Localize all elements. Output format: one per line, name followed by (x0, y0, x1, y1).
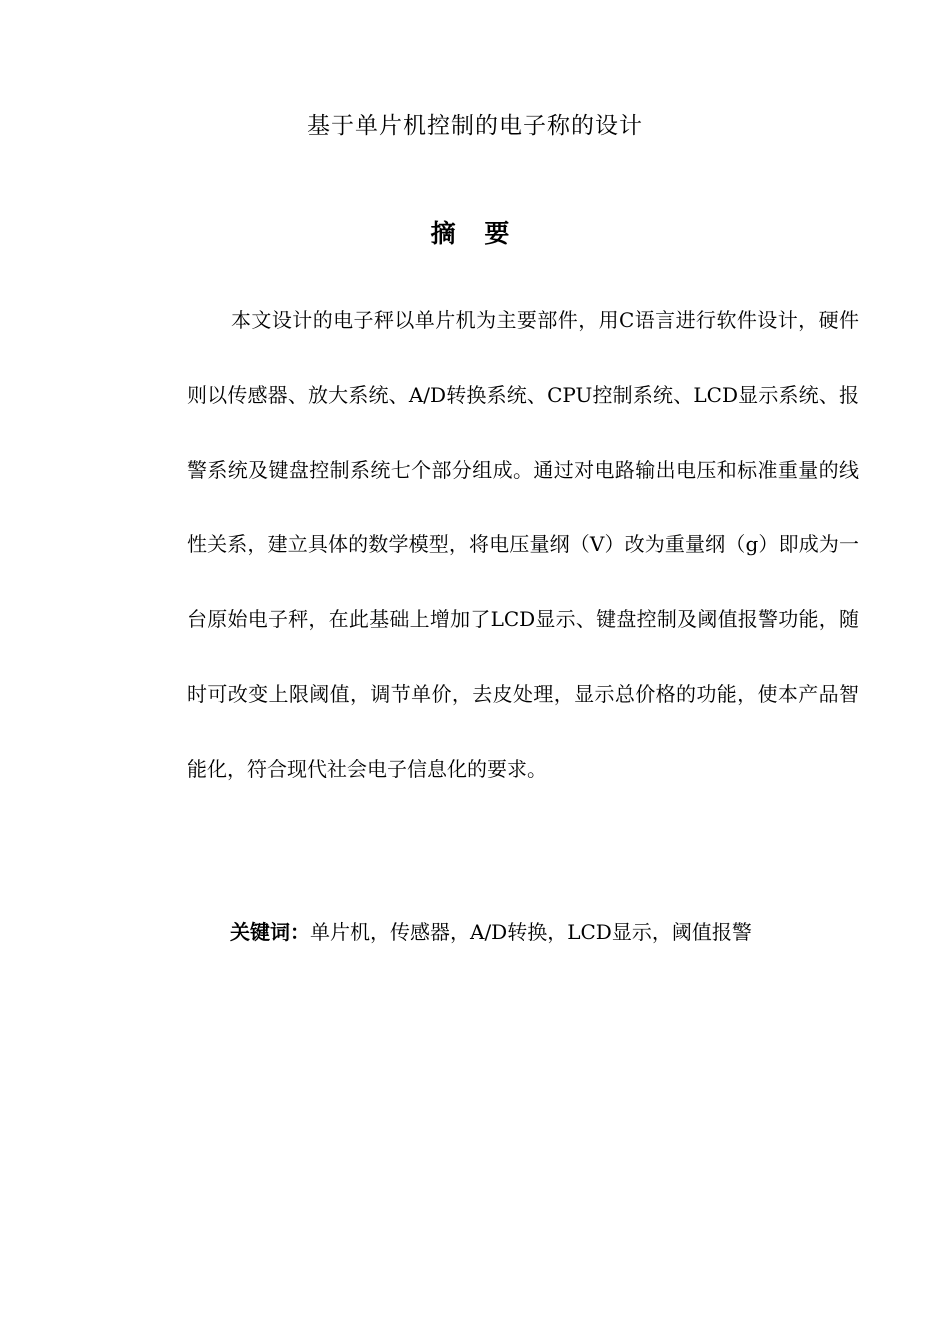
document-title: 基于单片机控制的电子称的设计 (307, 113, 643, 139)
keywords-label: 关键词： (230, 920, 310, 944)
keywords-text: 单片机，传感器，A/D转换，LCD显示，阈值报警 (310, 920, 752, 944)
abstract-body: 本文设计的电子秤以单片机为主要部件，用C语言进行软件设计，硬件则以传感器、放大系统、A/D转换系统、CPU控制系统、LCD显示系统、报警系统及键盘控制系统七个部分组成。通过对电路输出电压和标准重量的线性关系，建立具体的数学模型，将电压量纲（V）改为重量纲（g）即成为一台原始电子秤，在此基础上增加了LCD显示、键盘控制及阈值报警功能，随时可改变上限阈值，调节单价，去皮处理，显示总价格的功能，使本产品智能化，符合现代社会电子信息化的要求。 (187, 308, 859, 781)
abstract-heading: 摘 要 (430, 219, 520, 248)
keywords-line (230, 912, 870, 952)
